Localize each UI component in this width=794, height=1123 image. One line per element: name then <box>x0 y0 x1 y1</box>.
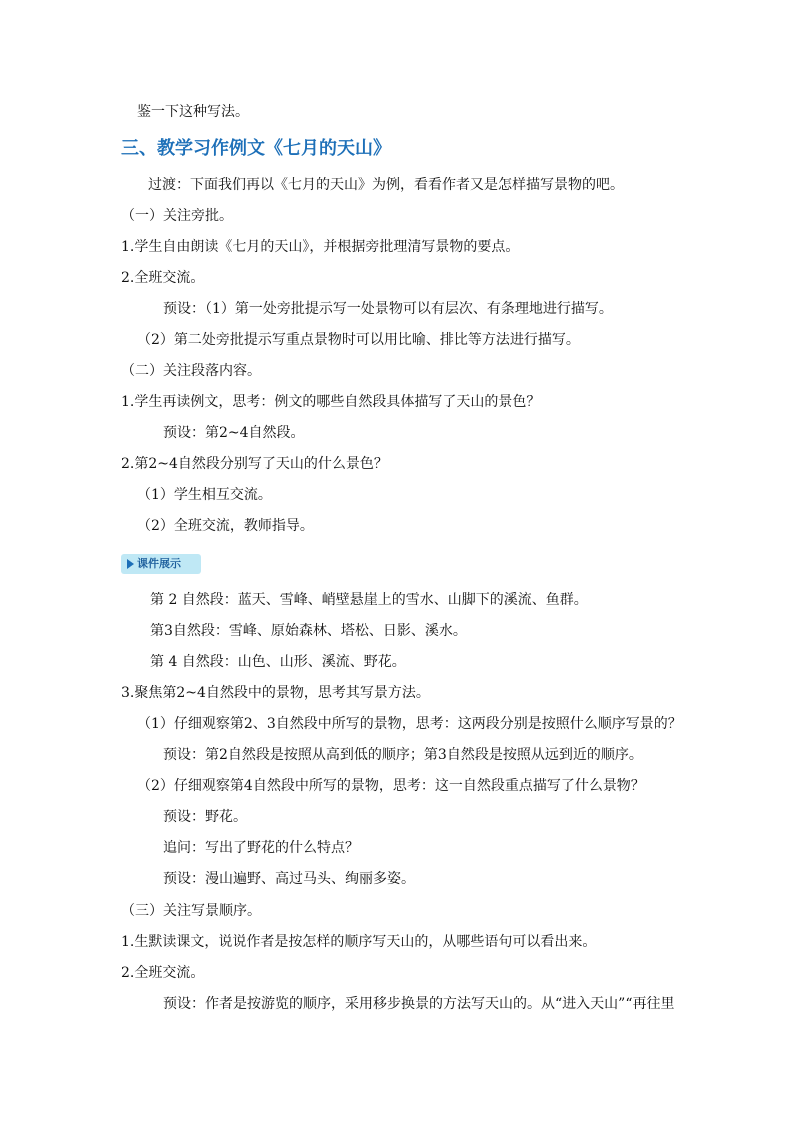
text-line: （2）全班交流，教师指导。 <box>137 518 314 534</box>
text-line: 1.学生再读例文，思考：例文的哪些自然段具体描写了天山的景色？ <box>121 394 541 410</box>
text-line: 预设：漫山遍野、高过马头、绚丽多姿。 <box>163 871 415 887</box>
text-line: 鉴一下这种写法。 <box>137 104 249 120</box>
play-arrow-icon <box>127 559 134 569</box>
text-line: 预设：作者是按游览的顺序，采用移步换景的方法写天山的。从“进入天山”“再往里 <box>163 996 675 1012</box>
text-line: 1.学生自由朗读《七月的天山》，并根据旁批理清写景物的要点。 <box>121 239 520 255</box>
text-line: 预设：第2~4自然段。 <box>163 425 305 441</box>
text-line: 第3自然段：雪峰、原始森林、塔松、日影、溪水。 <box>150 623 467 639</box>
text-line: 2.全班交流。 <box>121 965 205 981</box>
text-line: （2）第二处旁批提示写重点景物时可以用比喻、排比等方法进行描写。 <box>137 332 580 348</box>
text-line: 第 4 自然段：山色、山形、溪流、野花。 <box>150 654 406 670</box>
text-line: （1）学生相互交流。 <box>137 487 272 503</box>
text-line: 第 2 自然段：蓝天、雪峰、峭壁悬崖上的雪水、山脚下的溪流、鱼群。 <box>150 592 588 608</box>
text-line: 预设：野花。 <box>163 809 247 825</box>
text-line: 2.全班交流。 <box>121 270 205 286</box>
courseware-badge-label: 课件展示 <box>137 557 181 570</box>
text-line: （2）仔细观察第4自然段中所写的景物，思考：这一自然段重点描写了什么景物？ <box>137 778 645 794</box>
subsection-heading: （三）关注写景顺序。 <box>121 903 261 919</box>
subsection-heading: （一）关注旁批。 <box>121 208 233 224</box>
section-heading: 三、教学习作例文《七月的天山》 <box>121 138 391 159</box>
text-line: （1）仔细观察第2、3自然段中所写的景物，思考：这两段分别是按照什么顺序写景的？ <box>137 716 682 732</box>
text-line: 3.聚焦第2~4自然段中的景物，思考其写景方法。 <box>121 685 430 701</box>
text-line: 过渡：下面我们再以《七月的天山》为例，看看作者又是怎样描写景物的吧。 <box>148 177 624 193</box>
text-line: 追问：写出了野花的什么特点？ <box>163 840 359 856</box>
text-line: 2.第2~4自然段分别写了天山的什么景色？ <box>121 456 388 472</box>
text-line: 预设：第2自然段是按照从高到低的顺序；第3自然段是按照从远到近的顺序。 <box>163 747 643 763</box>
subsection-heading: （二）关注段落内容。 <box>121 363 261 379</box>
courseware-badge <box>121 554 201 574</box>
text-line: 1.生默读课文，说说作者是按怎样的顺序写天山的，从哪些语句可以看出来。 <box>121 934 597 950</box>
text-line: 预设：（1）第一处旁批提示写一处景物可以有层次、有条理地进行描写。 <box>163 301 613 317</box>
